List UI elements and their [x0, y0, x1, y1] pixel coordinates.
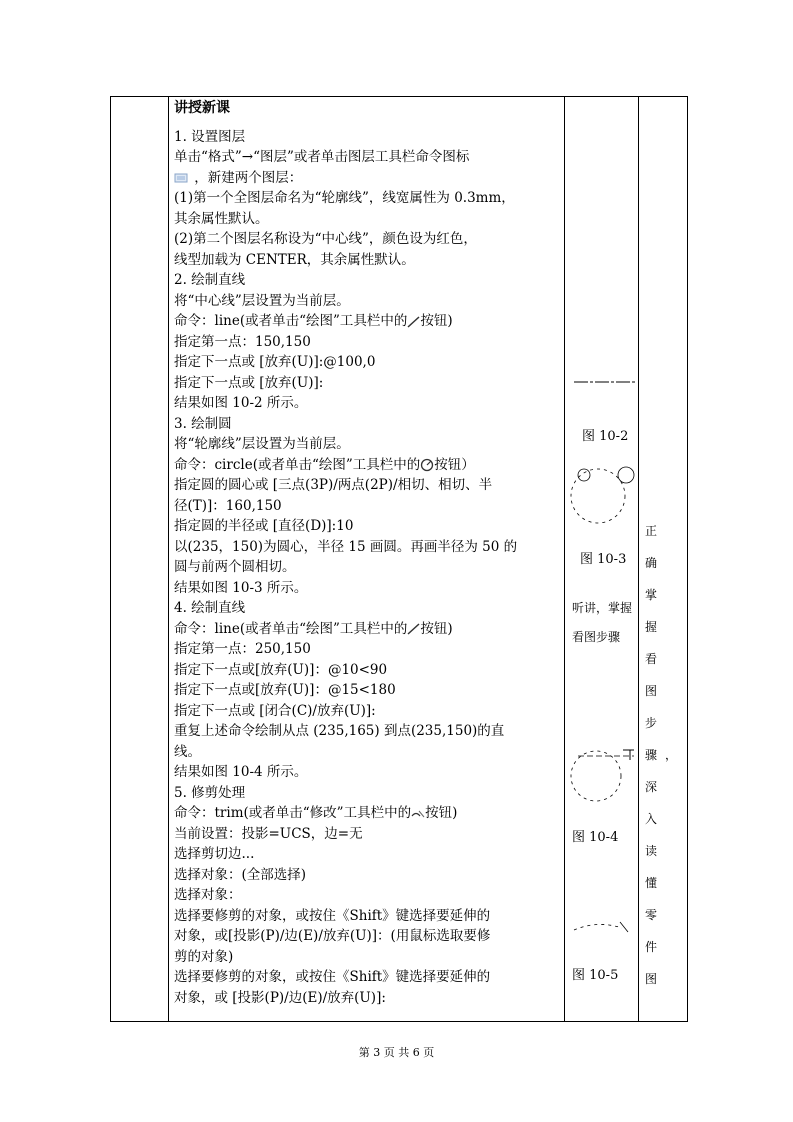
text-line: 选择要修剪的对象，或按住《Shift》键选择要延伸的	[174, 907, 491, 924]
text-line: 5. 修剪处理	[174, 784, 246, 801]
text-line: 以(235，150)为圆心，半径 15 画圆。再画半径为 50 的	[174, 538, 518, 555]
teaching-note: 听讲，掌握看图步骤	[572, 601, 633, 644]
text-line: 指定第一点：250,150	[174, 641, 311, 657]
figure-label: 图 10-5	[572, 968, 619, 983]
text-line: 其余属性默认。	[174, 210, 269, 227]
text-line: 径(T)]：160,150	[174, 497, 282, 514]
text-line: 选择要修剪的对象，或按住《Shift》键选择要延伸的	[174, 969, 491, 985]
trim-icon	[411, 808, 425, 820]
text-line: 指定下一点或 [闭合(C)/放弃(U)]:	[174, 702, 376, 719]
text-line: 结果如图 10-3 所示。	[174, 579, 308, 596]
text-line: 指定圆的圆心或 [三点(3P)/两点(2P)/相切、相切、半	[174, 477, 493, 493]
text-line: 线。	[174, 743, 201, 760]
text-line: 对象，或 [投影(P)/边(E)/放弃(U)]:	[174, 989, 386, 1006]
text-line: 结果如图 10-2 所示。	[174, 395, 308, 411]
text-line: 剪的对象)	[174, 948, 234, 965]
section-title: 讲授新课	[174, 100, 230, 116]
text-line: 命令：line(或者单击“绘图”工具栏中的 按钮)	[174, 620, 453, 637]
text-line: 指定下一点或[放弃(U)]：@10<90	[174, 661, 388, 678]
line-icon	[407, 316, 420, 328]
text-line: 选择对象：(全部选择)	[174, 866, 307, 883]
figure-10-3-circles	[568, 462, 636, 528]
text-line: 当前设置：投影=UCS，边=无	[174, 825, 363, 842]
text-line: 圆与前两个圆相切。	[174, 559, 296, 575]
text-line: 将“中心线”层设置为当前层。	[174, 292, 350, 309]
text-line: 3. 绘制圆	[174, 415, 232, 432]
text-line: 指定下一点或[放弃(U)]：@15<180	[174, 682, 396, 698]
text-line: 指定第一点：150,150	[174, 333, 311, 350]
text-line: 选择对象：	[174, 887, 242, 903]
text-line: ，新建两个图层：	[174, 168, 562, 189]
text-line: 1. 设置图层	[174, 128, 246, 145]
table-cell-blank	[110, 96, 169, 1022]
layer-icon	[174, 171, 190, 185]
lesson-content	[174, 98, 562, 1008]
text-line: 结果如图 10-4 所示。	[174, 764, 308, 780]
figure-10-2-centerline	[572, 378, 638, 386]
text-line: 将“轮廓线”层设置为当前层。	[174, 436, 350, 452]
text-line: 命令：circle(或者单击“绘图”工具栏中的 按钮）	[174, 456, 475, 473]
text-line: 对象，或[投影(P)/边(E)/放弃(U)]：(用鼠标选取要修	[174, 928, 491, 944]
figure-label: 图 10-4	[572, 830, 619, 845]
text-line: 命令：trim(或者单击“修改”工具栏中的 按钮)	[174, 805, 458, 821]
text-line: 指定下一点或 [放弃(U)]:@100,0	[174, 354, 376, 370]
goal-note: 正确掌握看图步骤，深入读懂零件图	[645, 524, 686, 986]
page-footer: 第 3 页 共 6 页	[358, 1046, 435, 1059]
text-line: 指定圆的半径或 [直径(D)]:10	[174, 518, 354, 534]
text-line: 单击“格式”→“图层”或者单击图层工具栏命令图标	[174, 149, 470, 165]
figure-10-5-drawing	[568, 918, 634, 940]
text-line: 指定下一点或 [放弃(U)]:	[174, 374, 324, 391]
text-line: 选择剪切边...	[174, 846, 255, 862]
text-line: 4. 绘制直线	[174, 600, 246, 616]
text-line: (2)第二个图层名称设为“中心线”，颜色设为红色，	[174, 231, 477, 247]
text-line: 线型加载为 CENTER，其余属性默认。	[174, 251, 415, 268]
circle-icon	[420, 458, 434, 472]
text-line: 2. 绘制直线	[174, 272, 246, 288]
text-line: 命令：line(或者单击“绘图”工具栏中的 按钮)	[174, 313, 453, 329]
figure-label: 图 10-3	[580, 552, 627, 567]
figure-10-4-drawing	[568, 748, 638, 804]
text-line: 重复上述命令绘制从点 (235,165) 到点(235,150)的直	[174, 723, 505, 739]
text-line: (1)第一个全图层命名为“轮廓线”，线宽属性为 0.3mm，	[174, 190, 515, 206]
figure-label: 图 10-2	[582, 429, 629, 444]
line-icon	[407, 623, 420, 635]
